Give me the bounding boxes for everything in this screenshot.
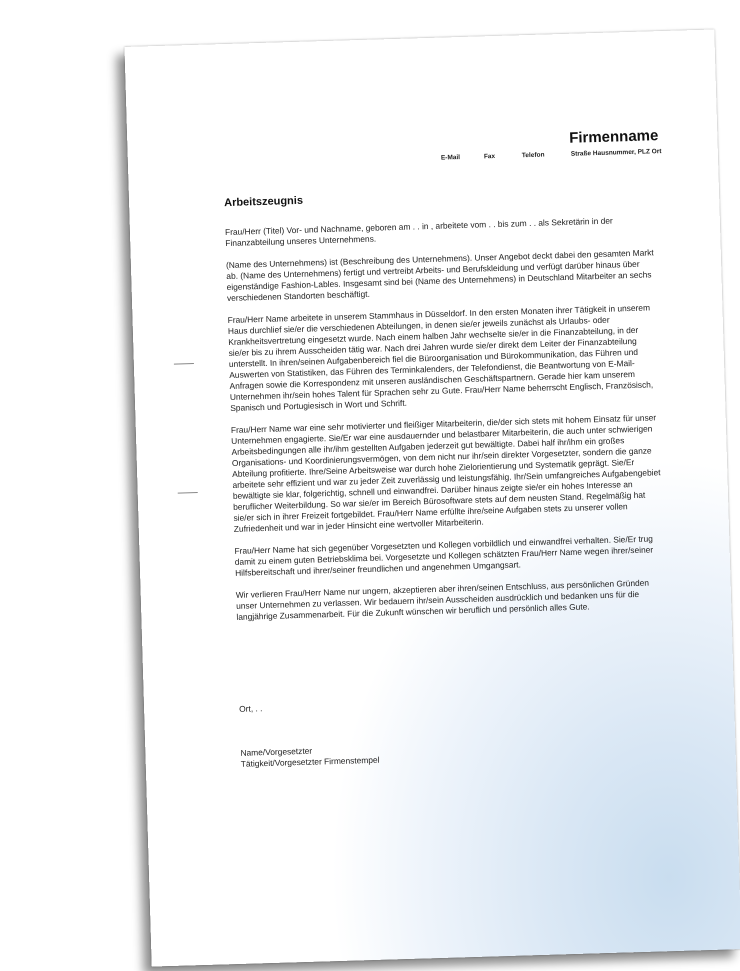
company-address: Straße Hausnummer, PLZ Ort <box>570 148 662 158</box>
company-name: Firmenname <box>568 127 659 147</box>
paragraph-intro: Frau/Herr (Titel) Vor- und Nachname, geboren am . . in , arbeitete vom . . bis zum . . als Sekretärin in der Finanzabteilung unseres Unternehmens. <box>224 215 613 249</box>
paragraph-performance: Frau/Herr Name war eine sehr motivierter und fleißiger Mitarbeiterin, die/der sich stets mit hohem Einsatz für unser Unternehmen engagierte. Sie/Er war eine ausdauernder und belastbarer Mitarbeiterin, die auch unter schwierigen Arbeitsbedingungen alle ihr/ihm gestellten Aufgaben jederzeit gut bewältigte. Dabei half ihr/ihm ein großes Organisations- und Koordinierungsvermögen, von dem nicht nur ihr/sein direkter Vorgesetzter, sondern die ganze Abteilung profitierte. Ihre/Seine Arbeitsweise war durch hohe Zielorientierung und Systematik geprägt. Sie/Er arbeitete sehr effizient und war zu jeder Zeit zuverlässig und leistungsfähig. Ihr/Sein umfangreiches Aufgabengebiet bewältigte sie klar, folgerichtig, schnell und einwandfrei. Darüber hinaus zeigte sie/er ein hohes Interesse an beruflicher Weiterbildung. So war sie/er im Bereich Bürosoftware stets auf dem neusten Stand. Regelmäßig hat sie/er sich in ihrer Freizeit fortgebildet. Frau/Herr Name erfüllte ihre/seine Aufgaben stets zu unserer vollen Zufriedenheit und war in jeder Hinsicht eine wertvoller Mitarbeiterin. <box>230 412 661 534</box>
paragraph-conduct: Frau/Herr Name hat sich gegenüber Vorgesetzten und Kollegen vorbildlich und einwandfrei verhalten. Sie/Er trug damit zu einem guten Betriebsklima bei. Vorgesetzte und Kollegen schätzten Frau/Herr Name wegen ihrer/seiner Hilfsbereitschaft und ihrer/seiner freundlichen und angenehmen Umgangsart. <box>234 533 654 578</box>
paragraph-duties: Frau/Herr Name arbeitete in unserem Stammhaus in Düsseldorf. In den ersten Monaten ihrer Tätigkeit in unserem Haus durchlief sie/er die verschiedenen Abteilungen, in denen sie/er jeweils zunächst als Urlaubs- oder Krankheitsvertretung eingesetzt wurde. Nach einem halben Jahr wechselte sie/er in die Finanzabteilung, in der sie/er bis zu ihrem Ausscheiden tätig war. Nach drei Jahren wurde sie/er direkt dem Leiter der Finanzabteilung unterstellt. In ihren/seinen Aufgabenbereich fiel die Büroorganisation und Bürokommunikation, das Führen und Auswerten von Statistiken, das Führen des Terminkalenders, der Telefondienst, die Beantwortung von E-Mail-Anfragen sowie die Korrespondenz mit unseren ausländischen Geschäftspartnern. Gerade hier kam unserem Unternehmen ihr/sein hohes Talent für Sprachen sehr zu Gute. Frau/Herr Name beherrscht Englisch, Französisch, Spanisch und Portugiesisch in Wort und Schrift. <box>227 302 654 413</box>
fold-mark-top <box>174 363 194 365</box>
signature-name: Name/Vorgesetzter <box>240 745 313 758</box>
document-title: Arbeitszeugnis <box>223 194 304 210</box>
fold-mark-bottom <box>178 492 198 494</box>
paragraph-company: (Name des Unternehmens) ist (Beschreibung des Unternehmens). Unser Angebot deckt dabei den gesamten Markt ab. (Name des Unternehmens) fertigt und vertreibt Arbeits- und Berufskleidung und verfügt darüber hinaus über eigenständige Fashion-Lables. Insgesamt sind bei (Name des Unternehmens) in Deutschland Mitarbeiter an sechs verschiedenen Standorten beschäftigt. <box>225 247 654 304</box>
email-label: E-Mail <box>440 154 461 162</box>
paragraph-farewell: Wir verlieren Frau/Herr Name nur ungern, akzeptieren aber ihren/seinen Entschluss, aus persönlichen Gründen unser Unternehmen zu verlassen. Wir bedauern ihr/sein Ausscheiden ausdrücklich und bedanken uns für die langjährige Zusammenarbeit. Für die Zukunft wünschen wir beruflich und persönlich alles Gute. <box>235 577 650 622</box>
fax-label: Fax <box>483 153 496 161</box>
signature-title: Tätigkeit/Vorgesetzter Firmenstempel <box>240 754 380 769</box>
document-body <box>225 214 669 634</box>
letter-page <box>124 29 740 966</box>
phone-label: Telefon <box>521 151 545 160</box>
place-date: Ort, . . <box>239 703 263 714</box>
